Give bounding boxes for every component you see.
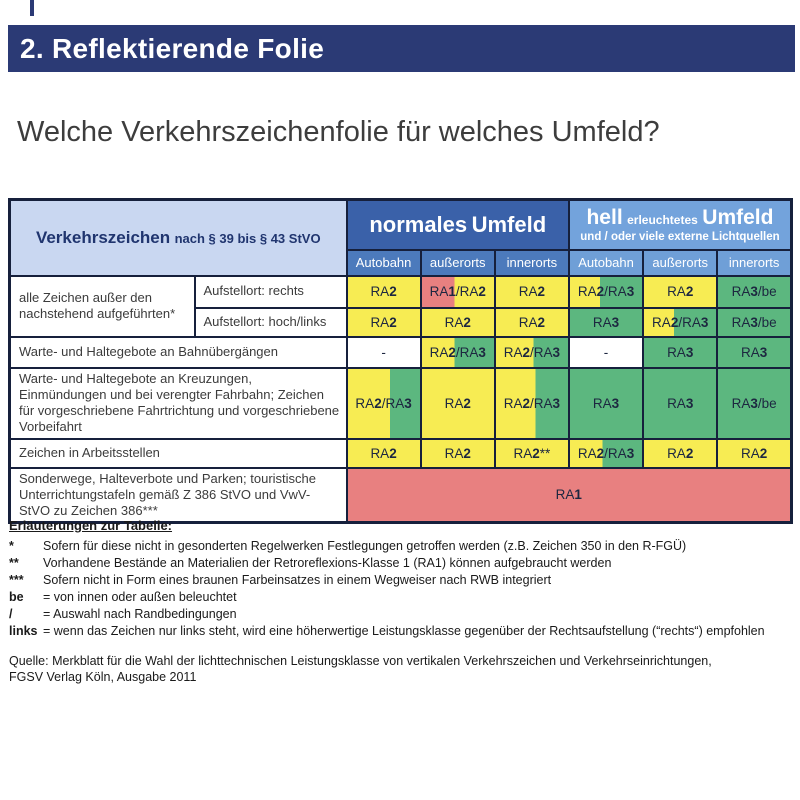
source-block (9, 653, 793, 685)
section-header-bar (8, 25, 795, 72)
ra-class-cell: - (347, 337, 421, 368)
group-normal-regular: Umfeld (471, 211, 547, 237)
footnote (9, 572, 793, 589)
group-hell-line2: und / oder viele externe Lichtquellen (580, 230, 780, 243)
ra-class-cell: RA2 (347, 439, 421, 468)
ra-class-cell: RA3/be (717, 276, 791, 308)
footnote (9, 606, 793, 623)
foil-class-table (8, 198, 793, 524)
ra-class-cell: RA2/RA3 (421, 337, 495, 368)
ra-class-cell: RA2** (495, 439, 569, 468)
notes-title: Erläuterungen zur Tabelle: (9, 518, 173, 533)
row-label: alle Zeichen außer den nachstehend aufgeführten* (10, 276, 195, 337)
row-label: Zeichen in Arbeitsstellen (10, 439, 347, 468)
column-header-hell-ausserorts: außerorts (643, 250, 717, 276)
ra-class-cell: RA1/RA2 (421, 276, 495, 308)
column-header-normal-innerorts: innerorts (495, 250, 569, 276)
ra-class-cell: RA2/RA3 (347, 368, 421, 439)
column-header-hell-innerorts: innerorts (717, 250, 791, 276)
footnote-text: Sofern für diese nicht in gesonderten Regelwerken Festlegungen getroffen werden (z.B. Zeichen 350 in den R-FGÜ) (43, 539, 687, 553)
footnote-term: be (9, 590, 24, 604)
section-title: 2. Reflektierende Folie (20, 32, 325, 64)
footnote-term: links (9, 624, 38, 638)
row-label: Warte- und Haltegebote an Kreuzungen, Einmündungen und bei verengter Fahrbahn; Zeichen für vorgeschriebene Fahrtrichtung und vorgeschriebene Vorbeifahrt (10, 368, 347, 439)
ra-class-cell: RA2 (717, 439, 791, 468)
ra-class-cell: - (569, 337, 643, 368)
footnote-text: = wenn das Zeichen nur links steht, wird eine höherwertige Leistungsklasse gegenüber der Rechtsaufstellung (“rechts“) empfohlen (43, 624, 765, 638)
table-row (10, 368, 792, 439)
ra-class-cell: RA2 (495, 276, 569, 308)
ra-class-cell: RA2 (347, 276, 421, 308)
table-row (10, 439, 792, 468)
group-normal-bold: normales (369, 211, 468, 237)
corner-header (10, 200, 347, 276)
footnote-term: ** (9, 556, 19, 570)
table-row (10, 468, 792, 523)
footnote-term: / (9, 607, 13, 621)
group-header-hell-umfeld (569, 200, 792, 250)
ra-class-cell: RA3 (569, 368, 643, 439)
ra-class-cell: RA2 (421, 368, 495, 439)
ra-class-cell: RA2 (643, 439, 717, 468)
source-line-2: FGSV Verlag Köln, Ausgabe 2011 (9, 670, 197, 684)
page-corner-mark (30, 0, 34, 16)
ra-class-cell: RA1 (347, 468, 792, 523)
corner-header-subtitle: nach § 39 bis § 43 StVO (174, 230, 321, 246)
row-label: Sonderwege, Halteverbote und Parken; touristische Unterrichtungstafeln gemäß Z 386 StVO und VwV-StVO zu Zeichen 386*** (10, 468, 347, 523)
footnote-text: Sofern nicht in Form eines braunen Farbeinsatzes in einem Wegweiser nach RWB integriert (43, 573, 552, 587)
column-header-normal-Autobahn: Autobahn (347, 250, 421, 276)
ra-class-cell: RA2 (347, 308, 421, 337)
group-hell-mid: erleuchtetes (627, 212, 698, 227)
table-row (10, 337, 792, 368)
ra-class-cell: RA2 (421, 308, 495, 337)
ra-class-cell: RA2 (421, 439, 495, 468)
corner-header-title: Verkehrszeichen (35, 227, 171, 247)
footnote-term: *** (9, 573, 24, 587)
ra-class-cell: RA2/RA3 (643, 308, 717, 337)
ra-class-cell: RA2 (495, 308, 569, 337)
table-row (10, 276, 792, 308)
ra-class-cell: RA3/be (717, 368, 791, 439)
ra-class-cell: RA2/RA3 (495, 368, 569, 439)
footnote-term: * (9, 539, 14, 553)
footnote (9, 555, 793, 572)
row-sublabel: Aufstellort: hoch/links (195, 308, 347, 337)
ra-class-cell: RA2/RA3 (569, 276, 643, 308)
ra-class-cell: RA3/be (717, 308, 791, 337)
table-notes (9, 518, 793, 685)
ra-class-cell: RA3 (643, 368, 717, 439)
source-line-1: Quelle: Merkblatt für die Wahl der lichttechnischen Leistungsklasse von vertikalen Verkehrszeichen und Verkehrseinrichtungen, (9, 654, 712, 668)
ra-class-cell: RA3 (643, 337, 717, 368)
ra-class-cell: RA2/RA3 (495, 337, 569, 368)
group-hell-bold: hell (586, 205, 623, 229)
footnote-text: Vorhandene Bestände an Materialien der Retroreflexions-Klasse 1 (RA1) können aufgebraucht werden (43, 556, 612, 570)
row-sublabel: Aufstellort: rechts (195, 276, 347, 308)
page-title: Welche Verkehrszeichenfolie für welches Umfeld? (17, 116, 660, 148)
column-header-normal-ausserorts: außerorts (421, 250, 495, 276)
group-hell-regular: Umfeld (702, 205, 774, 229)
group-header-normales-umfeld (347, 200, 569, 250)
footnote (9, 538, 793, 555)
footnote-text: = Auswahl nach Randbedingungen (43, 607, 237, 621)
footnote (9, 623, 793, 640)
row-label: Warte- und Haltegebote an Bahnübergängen (10, 337, 347, 368)
column-header-hell-Autobahn: Autobahn (569, 250, 643, 276)
footnote-text: = von innen oder außen beleuchtet (43, 590, 237, 604)
ra-class-cell: RA3 (569, 308, 643, 337)
ra-class-cell: RA2/RA3 (569, 439, 643, 468)
footnote (9, 589, 793, 606)
ra-class-cell: RA2 (643, 276, 717, 308)
ra-class-cell: RA3 (717, 337, 791, 368)
